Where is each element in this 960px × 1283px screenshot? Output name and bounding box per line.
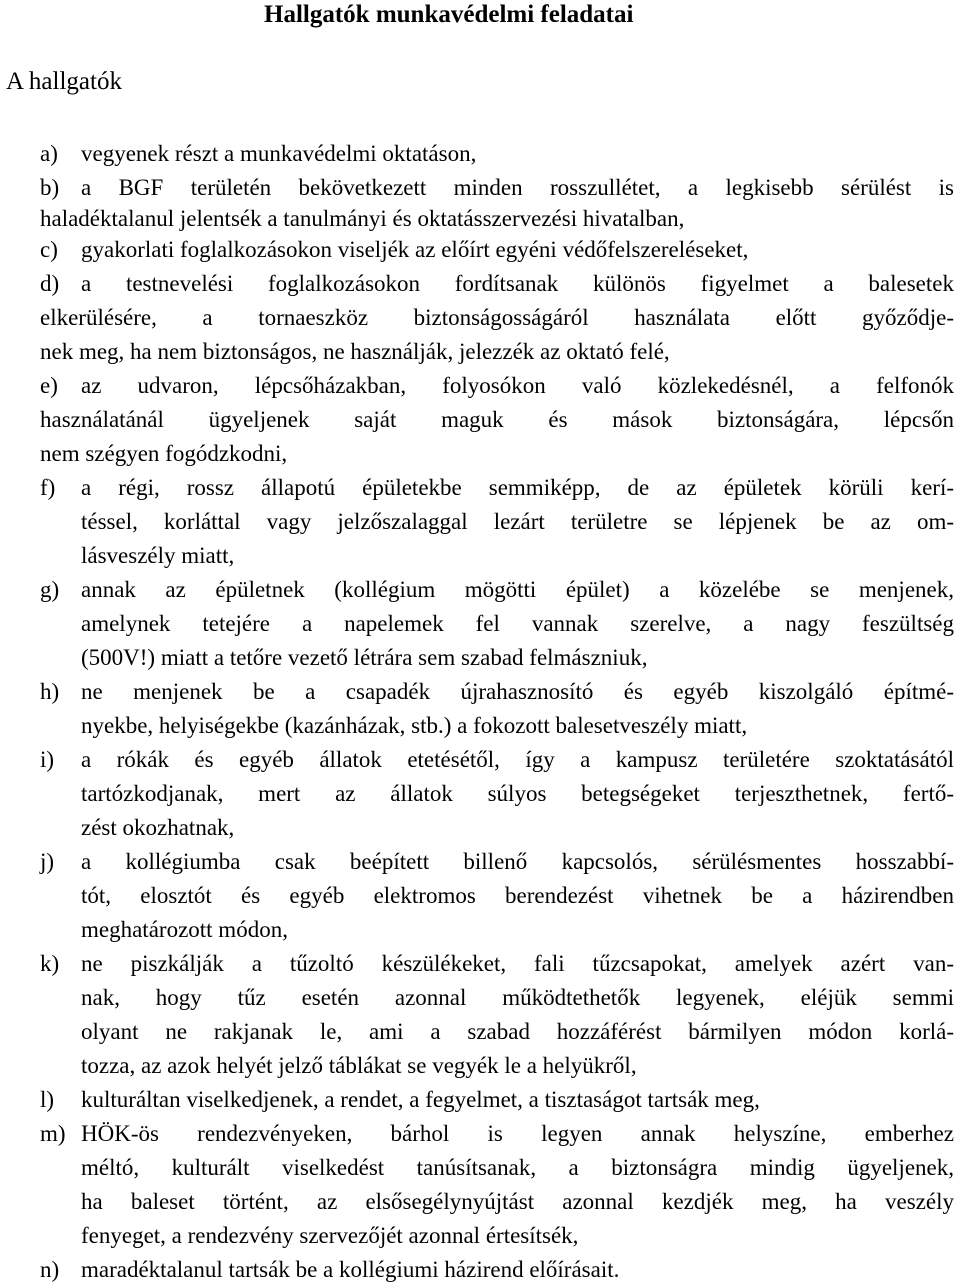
list-item-marker: j) [40, 849, 55, 874]
list-item-line: méltó, kulturált viselkedést tanúsítsanak, a biztonságra mindig ügyeljenek, [81, 1155, 954, 1180]
list-item-line: vegyenek részt a munkavédelmi oktatáson, [81, 141, 477, 166]
list-item-marker: g) [40, 577, 60, 602]
list-item-line: kulturáltan viselkedjenek, a rendet, a fegyelmet, a tisztaságot tartsák meg, [81, 1087, 760, 1112]
list-item-line: HÖK-ös rendezvényeken, bárhol is legyen annak helyszíne, emberhez [81, 1121, 954, 1146]
list-item-marker: n) [40, 1257, 60, 1282]
list-item-line: a régi, rossz állapotú épületekbe semmiképp, de az épületek körüli kerí- [81, 475, 954, 500]
list-item-line: tót, elosztót és egyéb elektromos berendezést vihetnek be a házirendben [81, 883, 954, 908]
list-item-line: zést okozhatnak, [81, 815, 235, 840]
list-item-line: haladéktalanul jelentsék a tanulmányi és oktatásszervezési hivatalban, [40, 206, 685, 231]
list-item-line: elkerülésére, a tornaeszköz biztonságosságáról használata előtt győződje- [40, 305, 954, 330]
list-item-line: ha baleset történt, az elsősegélynyújtást azonnal kezdjék meg, ha veszély [81, 1189, 954, 1214]
list-item-line: amelynek tetejére a napelemek fel vannak szerelve, a nagy feszültség [81, 611, 954, 636]
list-item-line: a rókák és egyéb állatok etetésétől, így a kampusz területére szoktatásától [81, 747, 954, 772]
list-item-line: nek meg, ha nem biztonságos, ne használják, jelezzék az oktató felé, [40, 339, 670, 364]
list-item-line: nyekbe, helyiségekbe (kazánházak, stb.) a fokozott balesetveszély miatt, [81, 713, 748, 738]
list-item-line: használatánál ügyeljenek saját maguk és mások biztonságára, lépcsőn [40, 407, 954, 432]
list-item-line: az udvaron, lépcsőházakban, folyosókon való közlekedésnél, a felfonók [81, 373, 954, 398]
list-item-marker: k) [40, 951, 60, 976]
list-item-line: tozza, az azok helyét jelző táblákat se vegyék le a helyükről, [81, 1053, 637, 1078]
list-item-marker: e) [40, 373, 58, 398]
list-item-line: annak az épületnek (kollégium mögötti épület) a közelébe se menjenek, [81, 577, 954, 602]
list-item-line: gyakorlati foglalkozásokon viseljék az előírt egyéni védőfelszereléseket, [81, 237, 749, 262]
list-item-marker: h) [40, 679, 60, 704]
list-item-line: meghatározott módon, [81, 917, 288, 942]
list-item-marker: m) [40, 1121, 66, 1146]
list-item-line: maradéktalanul tartsák be a kollégiumi házirend előírásait. [81, 1257, 620, 1282]
list-item-marker: l) [40, 1087, 55, 1112]
list-item-line: nak, hogy tűz esetén azonnal működtethetők legyenek, eléjük semmi [81, 985, 954, 1010]
list-item-line: a testnevelési foglalkozásokon fordítsanak különös figyelmet a balesetek [81, 271, 954, 296]
intro-text: A hallgatók [6, 68, 122, 95]
list-item-line: tartózkodjanak, mert az állatok súlyos betegségeket terjeszthetnek, fertő- [81, 781, 954, 806]
list-item-marker: c) [40, 237, 58, 262]
list-item-line: olyant ne rakjanak le, ami a szabad hozzáférést bármilyen módon korlá- [81, 1019, 954, 1044]
list-item-line: ne menjenek be a csapadék újrahasznosító és egyéb kiszolgáló építmé- [81, 679, 954, 704]
page-title: Hallgatók munkavédelmi feladatai [264, 1, 634, 28]
list-item-line: (500V!) miatt a tetőre vezető létrára sem szabad felmászniuk, [81, 645, 648, 670]
list-item-line: téssel, korláttal vagy jelzőszalaggal lezárt területre se lépjenek be az om- [81, 509, 954, 534]
list-item-marker: a) [40, 141, 58, 166]
list-item-marker: i) [40, 747, 55, 772]
list-item-marker: d) [40, 271, 60, 296]
list-item-line: lásveszély miatt, [81, 543, 235, 568]
list-item-line: a BGF területén bekövetkezett minden rosszullétet, a legkisebb sérülést is [81, 175, 954, 200]
list-item-line: fenyeget, a rendezvény szervezőjét azonnal értesítsék, [81, 1223, 579, 1248]
list-item-marker: b) [40, 175, 60, 200]
list-item-line: ne piszkálják a tűzoltó készülékeket, fali tűzcsapokat, amelyek azért van- [81, 951, 954, 976]
list-item-line: a kollégiumba csak beépített billenő kapcsolós, sérülésmentes hosszabbí- [81, 849, 954, 874]
list-item-marker: f) [40, 475, 56, 500]
list-item-line: nem szégyen fogódzkodni, [40, 441, 288, 466]
